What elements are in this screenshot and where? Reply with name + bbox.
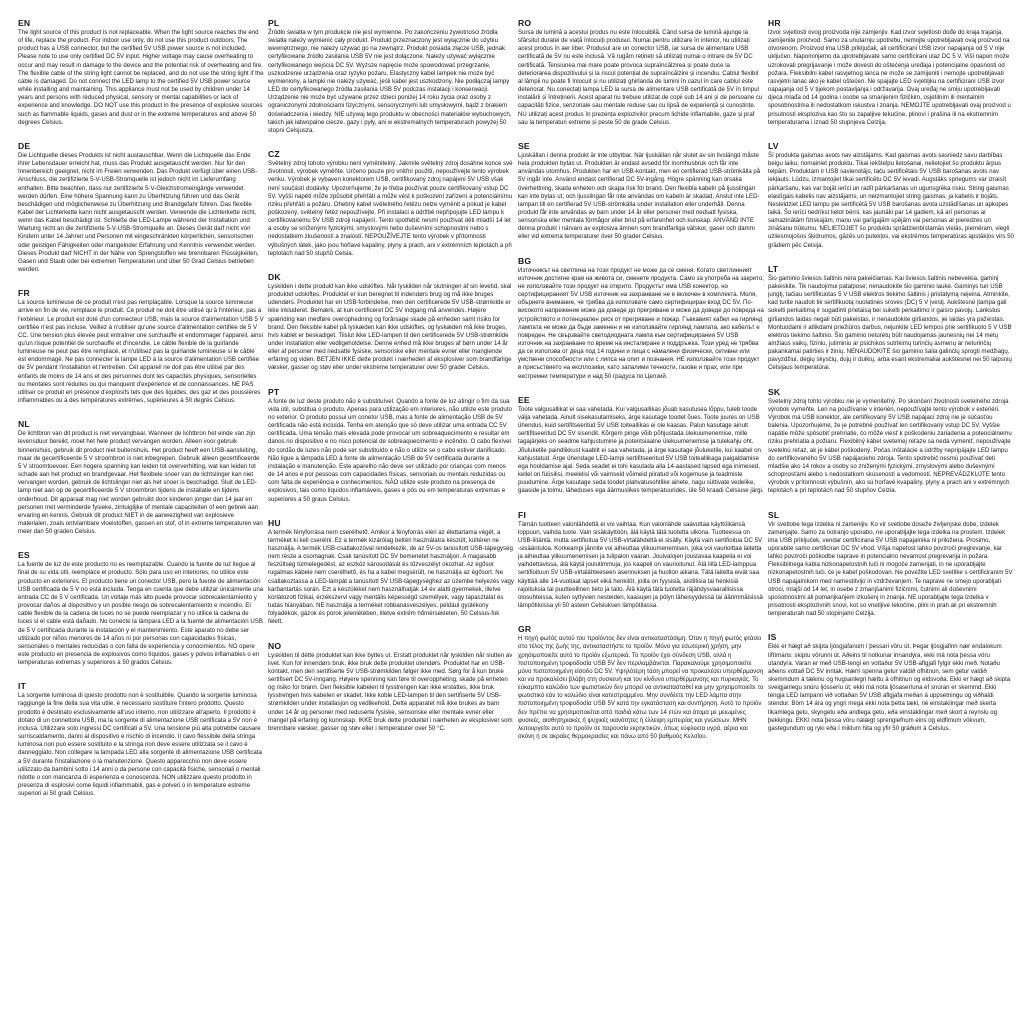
safety-notice-paragraph: Lyskilden til dette produktet kan ikke byttes ut. Erstatt produktet når lyskilden når slutten av livet. Kun for innendørs bruk, ikke bruk dette produktet utendørs. Produktet har en USB-kontakt, men den sertifiserte 5V USB-strømkilden følger ikke med. Sørg for å kun bruke sertifisert DC 5V-inngang. Høyere spenning kan føre til overoppheting, skade på enheten og risiko for brann. Den fleksible kabelen til lysstrengen kan ikke erstattes, ikke bruk lysstrengen hvis kabelen er skadet. Ikke koble LED-lampen til den sertifiserte 5V USB-strømkilden under installasjon og vedlikehold. Dette apparatet må ikke brukes av barn under 14 år og personer med reduserte fysiske, sensoriske eller mentale evner eller mangel på erfaring og kunnskap. IKKE bruk dette produktet i nærheten av eksplosiver som brennbare væsker, gasser og støv eller i temperaturer over 50 °C. <box>268 651 513 732</box>
safety-notice-paragraph: Izvor svjetlosti ovog proizvoda nije zamjenjiv. Kad izvor svjetlosti dođe do kraja trajanja, zamijenite proizvod. Samo za unutarnju upotrebu, nemojte upotrebljavati ovaj proizvod na otvorenom. Proizvod ima USB priključak, ali certificirani USB izvor napajanja od 5 V nije uključen. Napominjemo da upotrebljavate samo certificirani ulaz DC 5 V. Viši napon može uzrokovati pregrijavanje i može dovesti do oštećenja uređaja i potencijalne opasnosti od požara. Fleksibilni kabel rasvjetnog lanca ne može se zamijeniti i nemojte upotrebljavati rasvjetni lanac ako je kabel oštećen. Ne spajajte LED svjetiljku na certificirani USB izvor napajanja od 5 V tijekom postavljanja i održavanja. Ovaj uređaj ne smiju upotrebljavati djeca mlađa od 14 godina i osobe sa smanjenim fizičkim, osjetilnim ili mentalnim sposobnostima ili nedostatkom iskustva i znanja. NEMOJTE upotrebljavati ovaj proizvod u prisutnosti eksploziva kao što su zapaljive tekućine, plinovi i prašina ili na ekstremnim temperaturama i iznad 50 stupnjeva Celzija. <box>768 29 1011 126</box>
language-section-lt <box>768 264 1014 373</box>
language-section-pl <box>268 18 514 135</box>
language-code-heading: LT <box>768 263 779 274</box>
language-section-no <box>268 641 514 734</box>
language-code-heading: HU <box>268 517 281 528</box>
language-section-ee <box>518 395 764 496</box>
language-code-heading: DE <box>18 140 31 151</box>
safety-notice-paragraph: The light source of this product is not replaceable. When the light source reaches the end of life, replace the product. For indoor use only, do not use this product outdoors. The product has a USB connector, but the certified 5V USB power source is not included. Please note to use only certified DC 5V input. Higher voltage may cause overheating to occur and may result in damage to the device and the potential risk of overheating and fire. The flexible cable of the string light cannot be replaced, and do not use the string light if the cable is damaged. Do not connect the LED lamp to the certified 5V USB power source while installing and maintaining. This appliance must not be used by children under 14 years and persons with reduced physical, sensory or mental capabilities or lack of experience and knowledge. DO NOT use this product in the presence of explosive sources such as flammable liquids, gases and dust or in the extreme temperatures and above 50 degrees Celsius. <box>18 29 264 126</box>
language-code-heading: NO <box>268 640 282 651</box>
language-code-heading: GR <box>518 624 532 635</box>
language-section-it <box>18 681 264 798</box>
language-section-dk <box>268 272 514 373</box>
language-section-cz <box>268 149 514 258</box>
text-column <box>18 18 264 1014</box>
safety-notice-paragraph: Vir svetlobe tega izdelka ni zamenljiv. Ko vir svetlobe doseže življenjske dobe, izdelek zamenjajte. Samo za notranjo uporabo, ne uporabljajte tega izdelka na prostem. Izdelek ima USB priključek, vendar certificirana 5V USB napajalnika ni priložena. Prosimo, uporabite samo certificiran DC 5V vhod. Višja napetost lahko povzroči pregrevanje, kar lahko povzroči poškodbe naprave in potencialno nevarnost pregrevanja in požara. Fleksibilnega kabla nizkonapetostnih luči ni mogoče zamenjati, in ne uporabljajte nizkonapetostnih luči, če je kabel poškodovan. Ne povežite LED svetilke s certificiranim 5V USB napajalnikom med namestitvijo in vzdrževanjem. Te naprave ne smejo uporabljati otroci, mlajši od 14 let, in osebe z zmanjšanimi fizičnimi, čutnimi ali duševnimi sposobnostmi ali pomanjkanjem izkušenj in znanja. NE uporabljajte tega izdelka v prisotnosti eksplozivnih snovi, kot so vnetljive tekočine, plini in prah ali pri ekstremnih temperaturah nad 50 stopinjami Celzija. <box>768 520 1013 618</box>
language-code-heading: SL <box>768 509 780 520</box>
language-code-heading: DK <box>268 271 281 282</box>
language-code-heading: CZ <box>268 149 280 160</box>
language-section-hu <box>268 518 514 627</box>
language-section-de <box>18 141 264 274</box>
language-section-fr <box>18 288 264 405</box>
text-column <box>268 18 514 1014</box>
safety-notice-paragraph: Lyskilden i dette produkt kan ikke udskiftes. Når lyskilden når slutningen af sin levetid, skal produktet udskiftes. Produktet er kun beregnet til indendørs brug og må ikke bruges udendørs. Produktet har en USB-forbindelse, men den certificerede 5V USB-strømkilde er ikke inkluderet. Bemærk, at kun certificeret DC 5V indgang må anvendes. Højere spænding kan medføre overophedning og forårsage skade på enheden samt risiko for brand. Den fleksible kabel på lyskæden kan ikke udskiftes, og lyskæden må ikke bruges, hvis kablet er beskadiget. Tilslut ikke LED-lampen til den certificerede 5V USB-strømkilde under installation eller vedligeholdelse. Denne enhed må ikke bruges af børn under 14 år eller af personer med nedsatte fysiske, sensoriske eller mentale evner eller manglende erfaring og viden. BETJEN IKKE dette produkt i nærheden af eksplosiver som brandfarlige væsker, gasser og støv eller under ekstreme temperaturer over 50 grader Celsius. <box>268 282 512 372</box>
safety-notice-paragraph: Die Lichtquelle dieses Produkts ist nicht austauschbar. Wenn die Lichtquelle das Ende ihrer Lebensdauer erreicht hat, muss das Produkt ausgetauscht werden. Nur für den Innenbereich geeignet, nicht im Freien verwenden. Das Produkt verfügt über einen USB-Anschluss, die zertifizierte 5-V-USB-Stromquelle ist jedoch nicht im Lieferumfang enthalten. Bitte beachten, dass nur zertifizierte 5-V-Gleichstromeingänge verwendet werden dürfen. Eine höhere Spannung kann zu Überhitzung führen und das Gerät beschädigen und möglicherweise zu Überhitzung und Brandgefahr führen. Das flexible Kabel der Lichterkette kann nicht ausgetauscht werden. Verwende die Lichterkette nicht, wenn das Kabel beschädigt ist. Schließe die LED-Lampe während der Installation und Wartung nicht an die zertifizierte 5-V-USB-Stromquelle an. Dieses Gerät darf nicht von Kindern unter 14 Jahren und Personen mit eingeschränkten körperlichen, sensorischen oder geistigen Fähigkeiten oder mangelnder Erfahrung und Kenntnis verwendet werden. Dieses Produkt darf NICHT in der Nähe von Sprengstoffen wie brennbaren Flüssigkeiten, Gasen und Staub oder bei extremen Temperaturen und über 50 Grad Celsius betrieben werden. <box>18 151 259 274</box>
language-code-heading: IT <box>18 681 27 692</box>
language-code-heading: RO <box>518 18 532 28</box>
language-code-heading: LV <box>768 140 779 151</box>
safety-notice-paragraph: La sorgente luminosa di questo prodotto non è sostituibile. Quando la sorgente luminosa raggiunge la fine della sua vita utile, è necessario sostituire l'intero prodotto. Questo prodotto è destinato esclusivamente all'uso interno, non utilizzare all'aperto. Il prodotto è dotato di un connettore USB, ma la sorgente di alimentazione USB certificata a 5V non è inclusa. Utilizzare solo ingressi DC certificati a 5V. Una tensione più alta potrebbe causare surriscaldamento, danni al dispositivo e rischio di incendio. Il cavo flessibile della stringa luminosa non può essere sostituito e la stringa non deve essere utilizzata se il cavo è danneggiato. Non collegare la lampada LED alla sorgente di alimentazione USB certificata a 5V durante l'installazione o la manutenzione. Questo apparecchio non deve essere utilizzato da bambini sotto i 14 anni o da persone con capacità fisiche, sensoriali o mentali ridotte o con mancanza di esperienza e conoscenza. NON utilizzare questo prodotto in presenza di esplosivi come liquidi infiammabili, gas e polveri o in temperature estreme superiori ai 50 gradi Celsius. <box>18 692 262 798</box>
language-section-nl <box>18 419 264 536</box>
language-section-sl <box>768 510 1014 619</box>
language-section-fi <box>518 510 764 611</box>
language-section-sk <box>768 387 1014 496</box>
language-code-heading: SE <box>518 140 530 151</box>
language-code-heading: SK <box>768 386 781 397</box>
language-code-heading: IS <box>768 632 777 643</box>
language-section-se <box>518 141 764 242</box>
safety-notice-paragraph: Sursa de lumină a acestui produs nu este înlocuibilă. Când sursa de lumină ajunge la sfârșitul duratei de viață înlocuiți produsul. Numai pentru utilizare în interior, nu utilizați acest produs în aer liber. Produsul are un conector USB, iar sursa de alimentare USB certificată de 5V nu este inclusă. Vă rugăm rețineți să utilizați numai o intrare de 5V DC certificată. Tensiunea mai mare poate provoca supraîncălzirea și poate duce la deteriorarea dispozitivului și la riscul potențial de supraîncălzire și incendiu. Cablul flexibil al lămpii nu poate fi înlocuit și nu utilizați ghirlanda de lumini în cazul în care cablul este deteriorat. Nu conectați lampa LED la sursa de alimentare USB certificată de 5V în timpul instalării și întreținerii. Acest aparat nu trebuie utilizat de copii sub 14 ani și de persoane cu capacități fizice, senzoriale sau mentale reduse sau cu lipsă de experiență și cunoștințe. NU utilizați acest produs în prezența explozivilor precum lichide inflamabile, gaze și praf sau la temperaturi extreme și peste 50 de grade Celsius. <box>518 29 763 126</box>
language-section-is <box>768 632 1014 733</box>
language-code-heading: ES <box>18 550 30 561</box>
language-section-gr <box>518 624 764 741</box>
safety-notice-paragraph: Světelný zdroj tohoto výrobku není vyměnitelný. Jakmile světelný zdroj dosáhne konce své životnosti, výrobek vyměňte. Určeno pouze pro vnitřní použití, nepoužívejte tento výrobek venku. Výrobek je vybaven konektorem USB, certifikovaný zdroj napájení 5V USB však není součástí dodávky. Upozorňujeme, že je třeba používat pouze certifikovaný vstup DC 5V. Vyšší napětí může způsobit přehřátí a může vést k poškození zařízení a potenciálnímu riziku přehřátí a požáru. Ohebný kabel světelného řetězu nelze vyměnit a pokud je kabel poškozený, světelný řetěz nepoužívejte. Při instalaci a údržbě nepřipojujte LED lampu k certifikovanému 5V USB zdroji napájení. Tento spotřebič nesmí používat děti mladší 14 let a osoby se sníženými fyzickými, smyslovými nebo duševními schopnostmi nebo s nedostatkem zkušeností a znalostí. NEPOUŽÍVEJTE tento výrobek v přítomnosti výbušných látek, jako jsou hořlavé kapaliny, plyny a prach, ani v extrémních teplotách a při teplotách nad 50 stupňů Celsia. <box>268 160 513 257</box>
language-section-hr <box>768 18 1014 127</box>
safety-notice-paragraph: Ljuskällan i denna produkt är inte utbytbar. När ljuskällan når slutet av sin livslängd måste hela produkten bytas ut. Produkten är endast avsedd för inomhusbruk och får inte användas utomhus. Produkten har en USB-kontakt, men en certifierad USB-strömkälla på 5V ingår inte. Använd endast certifierad DC 5V-ingång. Högre spänning kan orsaka överhettning, skada enheten och skapa risk för brand. Den flexibla kabeln på ljusslingan kan inte bytas ut, och ljusslingan får inte användas om kabeln är skadad. Anslut inte LED-lampan till en certifierad 5V USB-strömkälla under installation eller underhåll. Denna produkt får inte användas av barn under 14 år eller personer med nedsatt fysiska, sensoriska eller mentala förmågor eller brist på erfarenhet och kunskap. ANVÄND INTE denna produkt i närvaro av explosiva ämnen som brandfarliga vätskor, gaser och damm eller vid extrema temperaturer över 50 grader Celsius. <box>518 151 761 241</box>
safety-notice-paragraph: A termék fényforrása nem cserélhető. Amikor a fényforrás eléri az élettartama végét, a terméket ki kell cserélni. Ez a termék kizárólag beltéri használatra készült, kültéren ne használja. A termék USB-csatlakozóval rendelkezik, de az 5V-os tanúsított USB-tápegység nem része a csomagnak. Csak tanúsított DC 5V bemenetet használjon. A magasabb feszültség túlmelegedést, az eszköz károsodását és tűzveszélyt okozhat. Az égősor rugalmas kábele nem cserélhető, és ha a kábel megsérült, ne használja az égősort. Ne csatlakoztassa a LED-lámpát a tanúsított 5V USB-tápegységhez az üzembe helyezés vagy karbantartás során. Ezt a készüléket nem használhatják 14 év alatti gyermekek, illetve korlátozott fizikai, érzékszervi vagy mentális képességű személyek, vagy tapasztalat és tudás hiányában. NE használja a terméket robbanásveszélyes, például gyúlékony folyadékok, gázok és porok jelenlétében, illetve extrém hőmérsékleten, 50 Celsius-fok felett. <box>268 528 514 626</box>
language-code-heading: EN <box>18 18 31 28</box>
safety-notice-paragraph: Tämän tuotteen valonlähdettä ei voi vaihtaa. Kun valonlähde saavuttaa käyttöikänsä loppuun, vaihda tuote. Vain sisäkäyttöön, älä käytä tätä tuotetta ulkona. Tuotteessa on USB-liitäntä, mutta sertifioitua 5V USB-virtalähdettä ei sisälly. Käytä vain sertifioitua DC 5V -sisääntuloa. Korkeampi jännite voi aiheuttaa ylikuumenemisen, joka voi vaurioittaa laitetta ja aiheuttaa ylikuumenemisen ja tulipalon vaaran. Joulvalojen joustavaa kaapelia ei voi vaihdettavissa, älä käytä joulutimmuja, jos kaapeli on vaurioitunut. Älä liitä LED-lamppua sertifioituun 5V USB-virtalähteeseen asennuksen ja huollon aikana. Tätä laitetta eivät saa käyttää alle 14-vuotiaat lapset eikä henkilöt, joilla on fyysisiä, aistillisia tai henkisiä rajoituksia tai puutteellinen tieto ja taito. Älä käytä tätä tuotetta räjähdysvaarallisissa olosuhteissa, kuten syttyvien nesteiden, kaasujen ja pölyn läheisyydessä tai äärimmäisissä lämpötiloissa yli 50 asteen Celsiuksen lämpötilassa. <box>518 520 763 610</box>
language-code-heading: HR <box>768 18 781 28</box>
safety-notice-paragraph: Източникът на светлина на този продукт не може да се сменя. Когато светлинният източник достигне края на живота си, сменете продукта. Само за употреба на закрито; не използвайте този продукт на открито. Продуктът има USB конектор, но сертифицираният 5V USB източник на захранване не е включен в комплекта. Моля, обърнете внимание, че трябва да използвате само сертифициран вход DC 5V. По-високото напрежение може да доведе до прегряване и може да доведе до повреда на устройството и потенциален риск от прегряване и пожар. Гъвкавият кабел на гирлянд лампата не може да бъде заменен и не използвайте гирлянд лампата, ако кабелът е повреден. Не свързвайте светодиодната лампа към сертифицирания 5V USB източник на захранване по време на инсталиране и поддръжка. Този уред не трябва да се използва от деца под 14 години и лица с намалени физически, сетивни или умствени способности или с липса на опит и познания. НЕ използвайте този продукт в присъствието на експлозиви, като запалими течности, газове и прах, или при екстремни температури и над 50 градуса по Целзий. <box>518 266 764 380</box>
safety-notice-paragraph: Η πηγή φωτός αυτού του προϊόντος δεν είναι αντικαταστάσιμη. Όταν η πηγή φωτός φτάσει στο τέλος της ζωής της, αντικαταστήστε το προϊόν. Μόνο για εσωτερική χρήση, μην χρησιμοποιείτε αυτό το προϊόν εξωτερικά. Το προϊόν έχει σύνδεση USB, αλλά η πιστοποιημένη τροφοδοσία USB 5V δεν περιλαμβάνεται. Παρακαλούμε χρησιμοποιείτε μόνο πιστοποιημένη είσοδο DC 5V. Υψηλότερη τάση μπορεί να προκαλέσει υπερθέρμανση και να προκαλέσει βλάβη στη συσκευή και τον κίνδυνο υπερθέρμανσης και πυρκαγιάς. Το εύκαμπτο καλώδιο των φωτιστικών δεν μπορεί να αντικατασταθεί και μην χρησιμοποιείτε το φωτιστικό εάν το καλώδιο είναι κατεστραμμένο. Μην συνδέετε την LED λάμπα στην πιστοποιημένη τροφοδοσία USB 5V κατά την εγκατάσταση και συντήρηση. Αυτό το προϊόν δεν πρέπει να χρησιμοποιείται από παιδιά κάτω των 14 ετών και άτομα με μειωμένες φυσικές, αισθητηριακές ή ψυχικές ικανότητες ή έλλειψη εμπειρίας και γνώσεων. ΜΗΝ λειτουργείτε αυτό το προϊόν σε παρουσία εκρηκτικών, όπως εύφλεκτα υγρά, αέρια και σκόνη ή σε ακραίες θερμοκρασίες και πάνω από 50 βαθμούς Κελσίου. <box>518 635 764 741</box>
safety-notice-paragraph: Svetelný zdroj tohto výrobku nie je vymeniteľný. Po skončení životnosti svetelného zdroja výrobok vymeňte. Len na používanie v interiéri, nepoužívajte tento výrobok v exteriéri. Výrobok má USB konektor, ale certifikovaný 5V USB napájací zdroj nie je súčasťou balenia. Upozorňujeme, že je potrebné používať len certifikovaný vstup DC 5V. Vyššie napätie môže spôsobiť prehriatie, čo môže viesť k poškodeniu zariadenia a potenciálnemu riziku prehriatia a požiaru. Flexibilný kábel svetelnej reťaze sa nedá vymeniť, nepoužívajte svetelnú reťaz, ak je kábel poškodený. Počas inštalácie a údržby nepripájajte LED lampu do certifikovaného 5V USB napájacieho zdroja. Tento spotrebič nesmú používať deti mladšie ako 14 rokov a osoby so zníženými fyzickými, zmyslovými alebo duševnými schopnosťami alebo s nedostatkom skúseností a vedomostí. NEPREVÁDZKUJTE tento výrobok v prítomnosti výbušnín, ako sú horľavé kvapaliny, plyny a prach ani v extrémnych teplotách a pri teplotách nad 50 stupňov Celzia. <box>768 397 1012 495</box>
text-column <box>768 18 1014 1014</box>
language-section-bg <box>518 256 764 381</box>
safety-notice-paragraph: Šī produkta gaismas avots nav aizstājams. Kad gaismas avots sasniedz savu darbības beigu laiku, nomainiet produktu. Tikai iekštelpu lietošanai, nelietojiet šo produktu ārpus telpām. Produktam ir USB savienotājs, taču sertificētais 5V USB barošanas avots nav iekļauts. Lūdzu, izmantojiet tikai sertificētu DC 5V ievadi. Augstāks spriegums var izraisīt pārkaršanu, kas var bojāt ierīci un radīt pārkaršanas un ugunsgrēka risku. String gaismas elastīgais kabelis nav aizstājams, un neizmantojiet string gaismas, ja kabelis ir bojāts. Nesleidziet LED lampu pie sertificētā 5V USB barošanas avota uzstādīšanas un apkopes laikā. Šo ierīci nedrīkst lietot bērni, kas jaunāki par 14 gadiem, kā arī personas ar samazinātām fiziskajām, maņu vai garīgajām spējām vai personas ar pieredzes un zināšanu trūkumu. NELIETOJIET šo produktu sprādzienbīstamās vielās, piemēram, viegli uzliesmojošos šķidrumos, gāzēs un putekļos, vai ekstrēmos temperatūras apstākļos virs 50 grādiem pēc Celsija. <box>768 151 1014 249</box>
safety-notice-paragraph: Ekki er hægt að skipta ljósgjafanum í þessari vöru út. Þegar ljósgjafinn nær endalokum líftímans: skiptu vörunni út. Aðeins til notkunar innandyra, ekki má nota þessa vöru utandyra. Varan er með USB-tengi en vottaður 5V USB-aflgjafi fylgir ekki með. Notaðu aðeins vottað DC 5V inntak. Hærri spenna getur valdið ofhitnun, sem getur valdið skemmdum á tækinu og hugsanlegri hættu á ofhitnun og eldsvoða. Ekki er hægt að skipta sveigjanlegu snúru ljósseríu út; ekki má nota ljósaseríuna ef snúran er skemmd. Ekki tengja LED lampann við vottaðan 5V USB aflgjafa meðan á uppsetningu og viðhaldi stendur. Börn 14 ára og yngri mega ekki nota þetta tæki, né einstaklingar með skerta líkamlega getu, skyngetu eða andlega getu, eða einstaklingar með skort á reynslu og þekkingu. EKKI nota þessa vöru nálægt sprengiefnum eins og eldfimum vökvum, gastegundum og ryki eða í miklum hita og yfir 50 gráðum á Celsíus. <box>768 643 1011 732</box>
language-code-heading: EE <box>518 394 530 405</box>
language-code-heading: PL <box>268 18 280 28</box>
text-column <box>518 18 764 1014</box>
language-section-pt <box>268 387 514 504</box>
language-section-ro <box>518 18 764 127</box>
language-section-lv <box>768 141 1014 250</box>
language-code-heading: FR <box>18 288 30 299</box>
safety-notice-paragraph: A fonte de luz deste produto não é substituível. Quando a fonte de luz atingir o fim da sua vida útil, substitua o produto. Apenas para utilização em interiores, não utilize este produto no exterior. O produto possui um conetor USB, mas a fonte de alimentação USB de 5V certificada não está incluída. Tenha em atenção que só deve utilizar uma entrada CC 5V certificada. Uma tensão mais elevada pode provocar um sobreaquecimento e resultar em danos no dispositivo e no risco potencial de sobreaquecimento e incêndio. O cabo flexível do cordão de luzes não pode ser substituído e não o utilize se o cabo estiver danificado. Não ligue a lâmpada LED à fonte de alimentação USB de 5V certificada durante a instalação e manutenção. Este aparelho não deve ser utilizado por crianças com menos de 14 anos e por pessoas com capacidades físicas, sensoriais ou mentais reduzidas ou com falta de experiência e conhecimentos. NÃO utilize este produto na presença de explosivos, tais como líquidos inflamáveis, gases e pós ou em temperaturas extremas e superiores a 50 graus Celsius. <box>268 397 512 503</box>
safety-notice-paragraph: La source lumineuse de ce produit n'est pas remplaçable. Lorsque la source lumineuse arrive en fin de vie, remplace le produit. Ce produit ne doit être utilisé qu'à l'intérieur, pas à l'extérieur. Le produit est doté d'un connecteur USB, mais la source d'alimentation USB 5 V certifiée n'est pas incluse. Veillez à n'utiliser qu'une source d'alimentation certifiée de 5 V CC. Une tension plus élevée peut entraîner une surchauffe et endommager l'appareil, ainsi qu'un risque potentiel de surchauffe et d'incendie. Le câble flexible de la guirlande lumineuse ne peut pas être remplacé, et n'utilisez pas la guirlande lumineuse si le câble est endommagé. Ne pas connecter la lampe LED à la source d'alimentation USB certifiée de 5V pendant l'installation et l'entretien. Cet appareil ne doit pas être utilisé par des enfants de moins de 14 ans et des personnes dont les capacités physiques, sensorielles ou mentales sont réduites ou qui manquent d'expérience et de connaissances. NE PAS utiliser ce produit en présence d'explosifs tels que des liquides, des gaz et des poussières inflammables ou à des températures extrêmes, supérieures à 50 degrés Celsius. <box>18 299 264 405</box>
language-code-heading: PT <box>268 386 280 397</box>
safety-notice-paragraph: De lichtbron van dit product is niet vervangbaar. Wanneer de lichtbron het einde van zijn levensduur bereikt, moet het hele product vervangen worden. Alleen voor gebruik binnenshuis, gebruik dit product niet buitenshuis. Het product heeft een USB-aansluiting, maar de gecertificeerde 5 V stroombron is niet inbegrepen. Gebruik alleen gecertificeerde 5 V stroomtoevoer. Een hogere spanning kan leiden tot oververhitting, wat kan leiden tot schade aan het product en brandgevaar. Het flexibele snoer van de lichtslinger kan niet vervangen worden, gebruik de lichtslinger niet als het snoer is beschadigd. Sluit de LED-lamp niet aan op de gecertificeerde 5 V stroombron tijdens de installatie en tijdens onderhoud. Dit apparaat mag niet worden gebruikt door kinderen jonger dan 14 jaar en personen met verminderde fysieke, zintuiglijke of mentale capaciteiten of een gebrek aan ervaring en kennis. Gebruik dit product NIET in de aanwezigheid van explosieve materialen, zoals ontvlambare vloeistoffen, gassen en stof, of in extreme temperaturen van meer dan 50 graden Celsius. <box>18 430 263 536</box>
language-code-heading: BG <box>518 255 532 266</box>
safety-notice-paragraph: La fuente de luz de este producto no es reemplazable. Cuando la fuente de luz llegue al final de su vida útil, reemplace el producto. Sólo para uso en interiores, no utilice este producto en exteriores. El producto tiene un conector USB, pero la fuente de alimentación USB certificada de 5 V no está incluida. Tenga en cuenta que debe utilizar únicamente una entrada CC de 5 V certificada. Un voltaje más alto puede provocar sobrecalentamiento y provocar daños al dispositivo y un posible riesgo de sobrecalentamiento e incendio. El cable flexible de la cadena de luces no se puede reemplazar y no utilice la cadena de luces si el cable está dañado. No conecte la lámpara LED a la fuente de alimentación USB de 5 V certificada durante la instalación y el mantenimiento. Este aparato no debe ser utilizado por niños menores de 14 años ni por personas con capacidades físicas, sensoriales o mentales reducidas o con falta de experiencia y conocimientos. NO opere este producto en presencia de explosivos como líquidos, gases y polvos inflamables o en temperaturas extremas y superiores a 50 grados Celsius. <box>18 561 264 667</box>
language-section-en <box>18 18 264 127</box>
language-code-heading: NL <box>18 419 30 430</box>
language-section-es <box>18 550 264 667</box>
language-code-heading: FI <box>518 509 527 520</box>
safety-notice-paragraph: Toote valgusallikat ei saa vahetada. Kui valgusallikas jõuab kasutusea lõppu, tuleb toode välja vahetada. Ainult sisekasutamiseks, ärge kasutage toodet õues. Toote juures on USB ühendus, kuid sertifitseeritud 5V USB toiteallikas ei ole kaasas. Palun kasutage ainult sertifitseeritud DC 5V sisendit. Kõrgem pinge võib põhjustada ülekuumenemise, mille tagajärjeks on seadme kahjustumine ja potentsiaalne ülekuumenemise ja tulekahju oht. Jõuluketile paindlikkust kaablit ei saa vahetada, ja ärge kasutage jõuluketile, kui kaabel on kahjustatud. Ärge ühendage LED-lampi sertifitseeritud 5V USB toiteallikaga paigaldamise ega hooldamise ajal. Seda seadet ei tohi kasutada alla 14-aastased lapsed ega inimesed, kellel on füüsilisi, meelelisi või vaimseid võimeid piiratud või kogemuse ja teadmiste puudumine. Ärge kasutage seda toodet plahvatusohtlike ainete, nagu süttivate vedelike, gaaside ja tolmu, läheduses ega äärmuslikes temperatuurides, üle 50 kraadi Celsiuse järgi. <box>518 405 764 495</box>
safety-notice-paragraph: Źródło światła w tym produkcie nie jest wymienne. Po zakończeniu żywotności źródła światła należy wymienić cały produkt. Produkt przeznaczony jest wyłącznie do użytku wewnętrznego, nie należy używać go na zewnątrz. Produkt posiada złącze USB, jednak certyfikowane źródło zasilania USB 5V nie jest dołączone. Należy używać wyłącznie certyfikowanego wejścia DC 5V. Wyższe napięcie może spowodować przegrzanie, uszkodzenie urządzenia oraz ryzyko pożaru. Elastyczny kabel lampek nie może być wymieniony, a lampki nie należy używać, jeśli kabel jest uszkodzony. Nie podłączaj lampy LED do certyfikowanego źródła zasilania USB 5V podczas instalacji i konserwacji. Urządzenie nie może być używane przez dzieci poniżej 14 roku życia oraz osoby z ograniczonymi zdolnościami fizycznymi, sensorycznymi lub umysłowymi, bądź z brakiem doświadczenia i wiedzy. NIE używaj tego produktu w obecności materiałów wybuchowych, takich jak łatwopalne ciecze, gazy i pyły, ani w ekstremalnych temperaturach powyżej 50 stopni Celsjusza. <box>268 29 512 134</box>
safety-notice-paragraph: Šio gaminio šviesos šaltinis nėra pakeičiamas. Kai šviesos šaltinis nebeveikia, gaminį pakeiskite. Tik naudojimui patalpose; nenaudokite šio gaminio lauke. Gaminys turi USB jungtį, tačiau sertifikuotas 5 V USB elektros tiekimo šaltinis į pristatymą neįeina. Atminkite, kad turite naudoti tik sertifikuotą nuolatinės srovės (DC) 5 V įvestį. Aukštesnė įtampa gali sukelti perkaitimą ir sugadinti prietaisą bei sukelti perkaitimo ir gaisro pavojų. Lankstus girliandos laidas negali būti pakeistas, ir nenaudokite girliandos, jei laidas yra pažeistas. Montuodami ir atlikdami priežiūros darbus, nejunkite LED lempos prie sertifikuoto 5 V USB elektros tiekimo šaltinio. Šio gaminio neturėtų būti naudojamas jaunesnių nei 14 metų amžiaus vaikų, fiziniu, jutiminiu ar psichikos sutrikimų turinčių asmenų ar neturinčių pakankamai patirties ir žinių. NENAUDOKITE šio gaminio šalia galinčių sprogti medžiagų, pavyzdžiui, degių skysčių, dujų ir dulkių, arba esant ekstremaliai aukštesnei nei 50 laipsnių Celsijaus temperatūrai. <box>768 274 1012 372</box>
